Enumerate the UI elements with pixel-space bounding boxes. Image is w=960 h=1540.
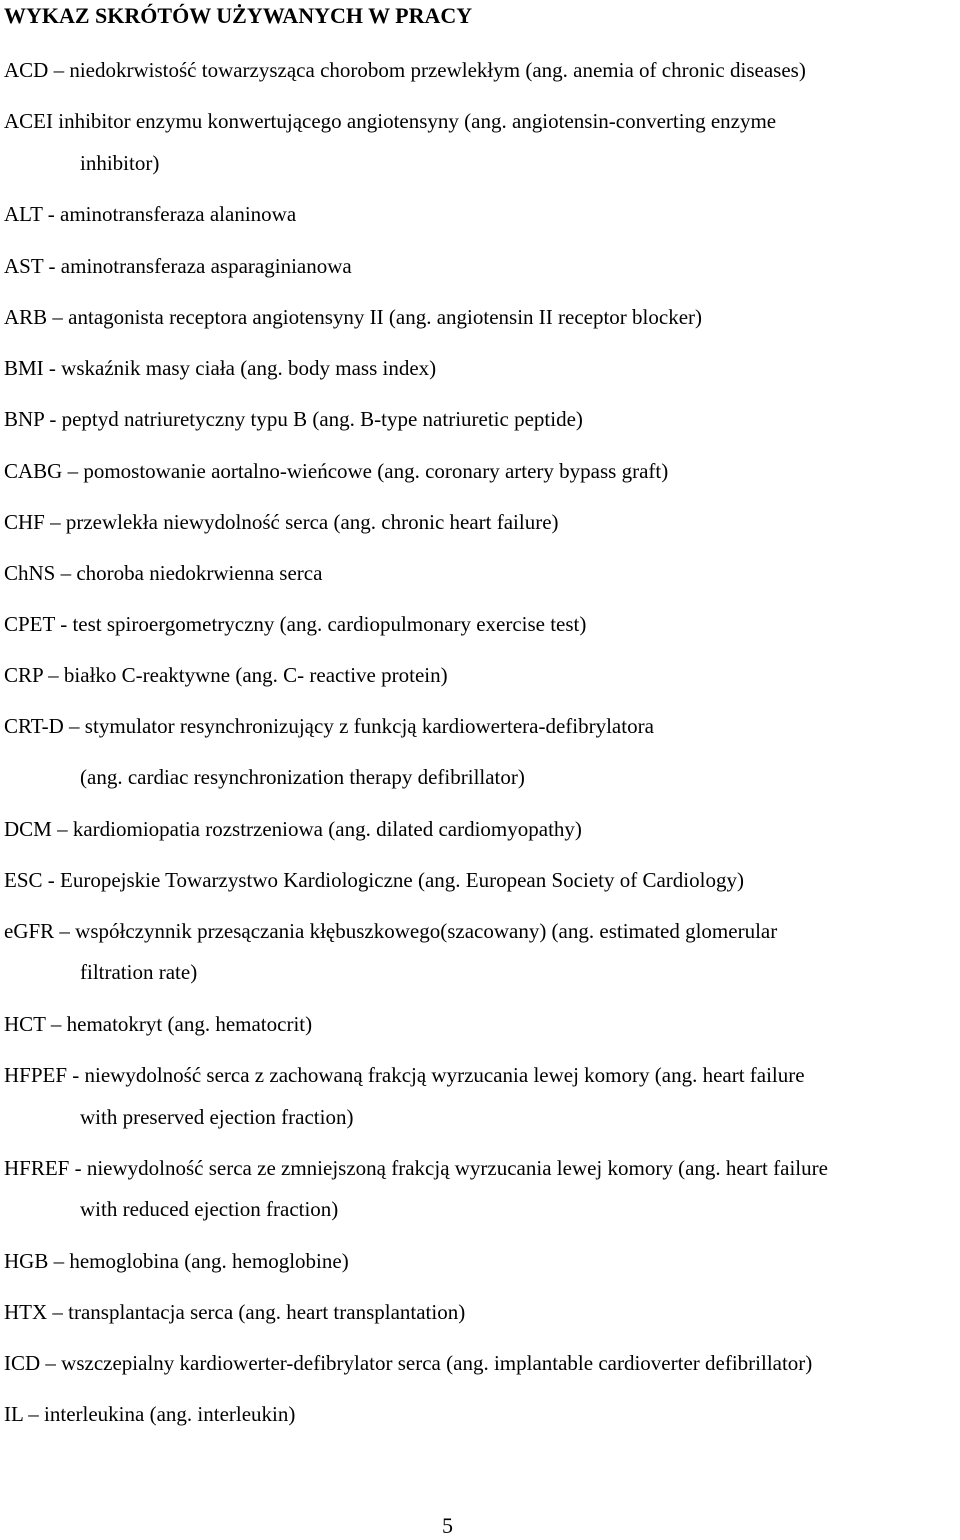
abbreviation-chf: CHF – przewlekła niewydolność serca (ang. chronic heart failure) (4, 510, 559, 534)
page-title: WYKAZ SKRÓTÓW UŻYWANYCH W PRACY (4, 3, 473, 28)
abbreviation-icd: ICD – wszczepialny kardiowerter-defibrylator serca (ang. implantable cardioverter defibrillator) (4, 1351, 813, 1375)
abbreviation-alt: ALT - aminotransferaza alaninowa (4, 202, 297, 226)
abbreviation-il: IL – interleukina (ang. interleukin) (4, 1402, 296, 1426)
abbreviation-crt-d: CRT-D – stymulator resynchronizujący z funkcją kardiowertera-defibrylatora (4, 714, 654, 738)
abbreviation-hfpef-continued: with preserved ejection fraction) (80, 1105, 354, 1129)
page-number: 5 (442, 1513, 453, 1538)
abbreviation-hfref: HFREF - niewydolność serca ze zmniejszoną frakcją wyrzucania lewej komory (ang. heart failure (4, 1156, 828, 1180)
abbreviation-hgb: HGB – hemoglobina (ang. hemoglobine) (4, 1249, 349, 1273)
abbreviation-bmi: BMI - wskaźnik masy ciała (ang. body mass index) (4, 356, 437, 380)
abbreviation-acei: ACEI inhibitor enzymu konwertującego angiotensyny (ang. angiotensin-converting enzyme (4, 109, 777, 133)
abbreviation-bnp: BNP - peptyd natriuretyczny typu B (ang. B-type natriuretic peptide) (4, 407, 583, 431)
abbreviation-ast: AST - aminotransferaza asparaginianowa (4, 254, 352, 278)
abbreviation-crp: CRP – białko C-reaktywne (ang. C- reactive protein) (4, 663, 448, 687)
abbreviation-hfref-continued: with reduced ejection fraction) (80, 1197, 339, 1221)
abbreviation-hct: HCT – hematokryt (ang. hematocrit) (4, 1012, 313, 1036)
abbreviation-chns: ChNS – choroba niedokrwienna serca (4, 561, 323, 585)
abbreviation-dcm: DCM – kardiomiopatia rozstrzeniowa (ang. dilated cardiomyopathy) (4, 817, 582, 841)
abbreviation-acei-continued: inhibitor) (80, 151, 160, 175)
abbreviation-egfr-continued: filtration rate) (80, 960, 198, 984)
abbreviation-cabg: CABG – pomostowanie aortalno-wieńcowe (ang. coronary artery bypass graft) (4, 459, 669, 483)
abbreviation-hfpef: HFPEF - niewydolność serca z zachowaną frakcją wyrzucania lewej komory (ang. heart failure (4, 1063, 805, 1087)
abbreviation-arb: ARB – antagonista receptora angiotensyny II (ang. angiotensin II receptor blocker) (4, 305, 703, 329)
abbreviation-esc: ESC - Europejskie Towarzystwo Kardiologiczne (ang. European Society of Cardiology) (4, 868, 744, 892)
abbreviation-cpet: CPET - test spiroergometryczny (ang. cardiopulmonary exercise test) (4, 612, 587, 636)
abbreviation-egfr: eGFR – współczynnik przesączania kłębuszkowego(szacowany) (ang. estimated glomerular (4, 919, 778, 943)
abbreviation-crt-d-continued: (ang. cardiac resynchronization therapy defibrillator) (80, 765, 525, 789)
abbreviation-htx: HTX – transplantacja serca (ang. heart transplantation) (4, 1300, 466, 1324)
abbreviation-acd: ACD – niedokrwistość towarzysząca chorobom przewlekłym (ang. anemia of chronic diseases) (4, 58, 806, 82)
